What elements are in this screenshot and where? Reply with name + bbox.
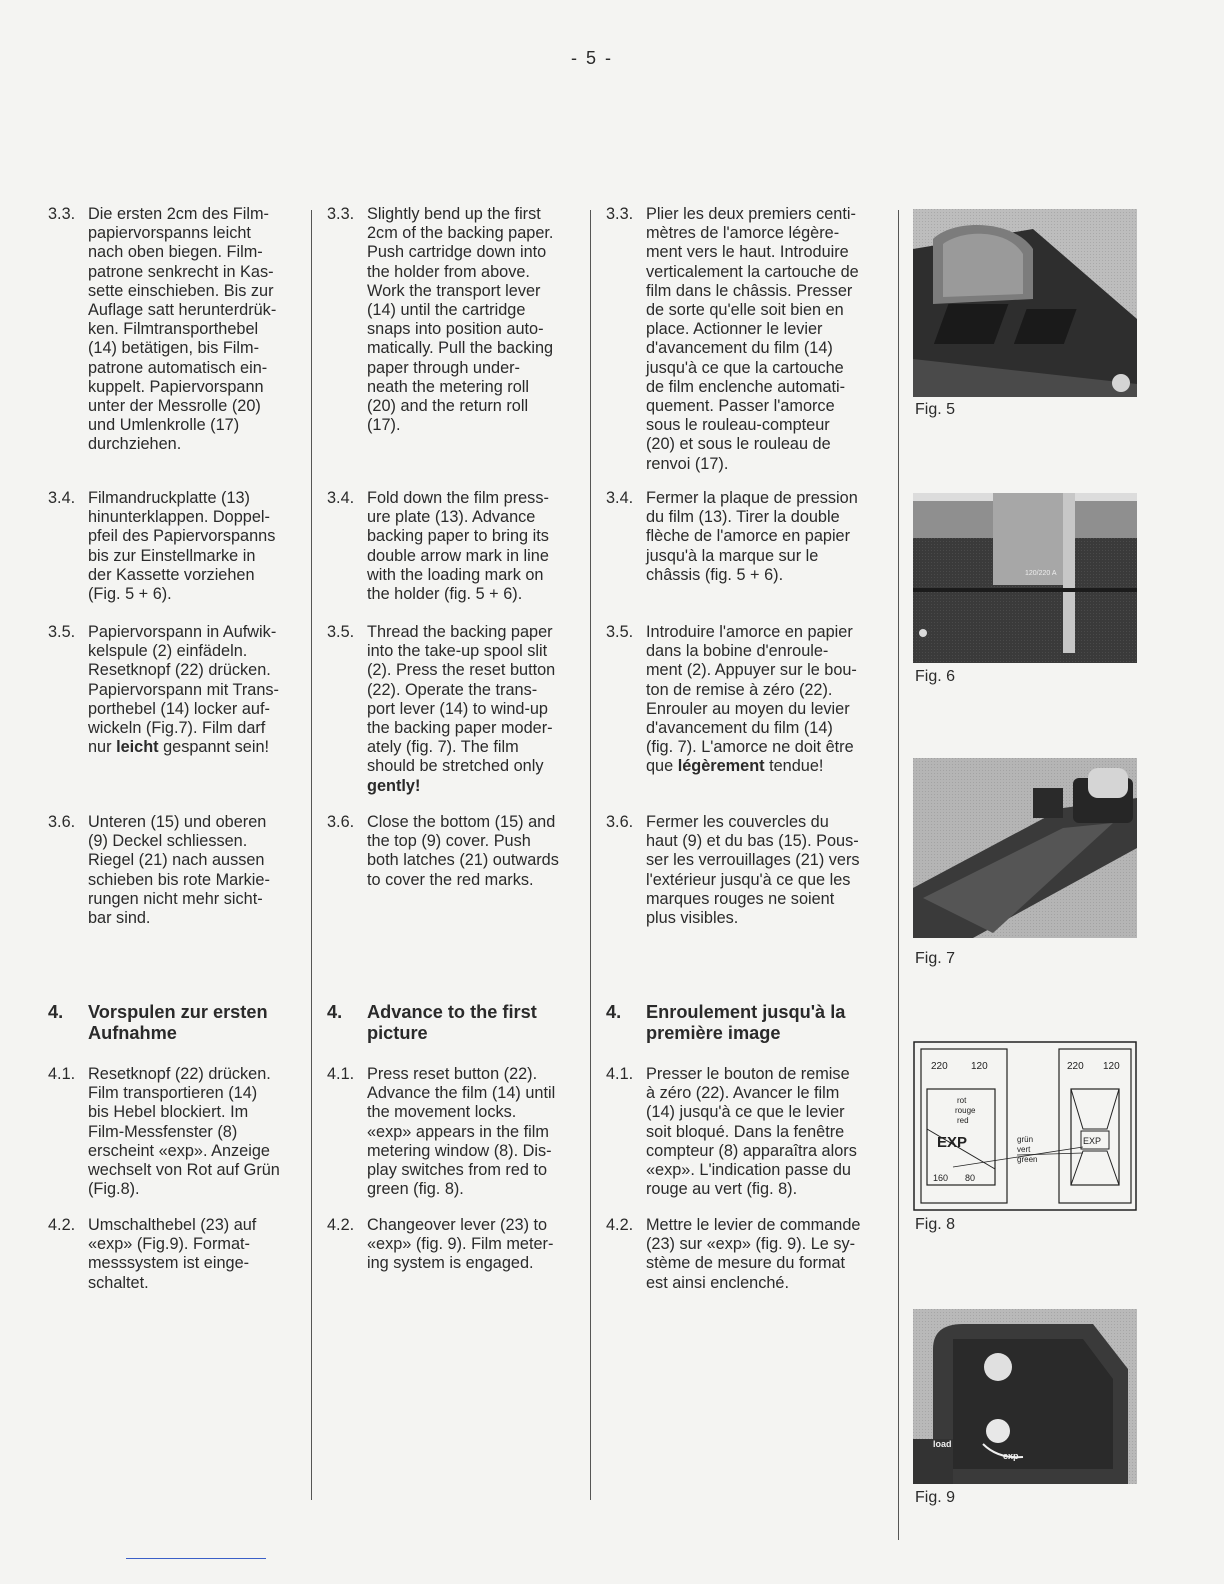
en-section-3-6	[327, 813, 585, 890]
section-text: Slightly bend up the first 2cm of the backing paper. Push cartridge down into the holder from above. Work the transport lever (14) until the cartridge snaps into position auto- matically. Pull the backing paper through under- neath the metering roll (20) and the return roll (17).	[367, 205, 554, 435]
fig8-right-top-a: 220	[1067, 1061, 1084, 1072]
section-number: 3.3.	[327, 205, 355, 223]
text-part: Introduire l'amorce en papier dans la bobine d'enroule- ment (2). Appuyer sur le bou- ton de remise à zéro (22). Enrouler au moyen du levier d'avancement du film (14) (fig. 7). L'amorce ne doit être que	[646, 623, 857, 776]
fr-section-3-3	[606, 205, 896, 474]
fig7-caption: Fig. 7	[915, 950, 956, 967]
section-text: Fold down the film press- ure plate (13). Advance backing paper to bring its double arrow mark in line with the loading mark on the holder (fig. 5 + 6).	[367, 489, 549, 604]
section-number: 4.1.	[327, 1065, 355, 1083]
section-number: 3.4.	[327, 489, 355, 507]
fig6-caption: Fig. 6	[915, 668, 956, 685]
section-text: Plier les deux premiers centi- mètres de l'amorce légère- ment vers le haut. Introduire verticalement la cartouche de film dans le châssis. Presser de sorte qu'elle soit bien en place. Actionner le levier d'avancement du film (14) jusqu'à ce que la cartouche de film enclenche automati- quement. Passer l'amorce sous le rouleau-compteur (20) et sous le rouleau de renvoi (17).	[646, 205, 859, 473]
column-divider	[590, 210, 591, 1500]
section-text: Changeover lever (23) to «exp» (fig. 9). Film meter- ing system is engaged.	[367, 1216, 554, 1273]
de-section-3-3	[48, 205, 306, 455]
de-section-3-5	[48, 623, 306, 757]
fig8-left-top-b: 120	[971, 1061, 988, 1072]
de-heading-4	[48, 1002, 306, 1044]
section-number: 3.6.	[48, 813, 76, 831]
section-text: Close the bottom (15) and the top (9) cover. Push both latches (21) outwards to cover the red marks.	[367, 813, 559, 889]
text-part: tendue!	[764, 757, 824, 776]
section-number: 3.5.	[606, 623, 634, 641]
fig8-red-word-fr: rouge	[955, 1106, 976, 1115]
section-number: 3.6.	[606, 813, 634, 831]
fig5-caption: Fig. 5	[915, 401, 956, 418]
section-number: 3.4.	[606, 489, 634, 507]
en-section-3-3	[327, 205, 585, 435]
fig9-exp-label: exp	[1003, 1451, 1019, 1461]
section-text: Umschalthebel (23) auf «exp» (Fig.9). Format- messsystem ist einge- schaltet.	[88, 1216, 257, 1292]
fig8-green-word-fr: vert	[1017, 1145, 1031, 1154]
fig8-caption: Fig. 8	[915, 1216, 956, 1233]
section-text: Filmandruckplatte (13) hinunterklappen. Doppel- pfeil des Papiervorspanns bis zur Einstellmarke in der Kassette vorziehen (Fig. 5 + 6).	[88, 489, 276, 604]
fig9-caption: Fig. 9	[915, 1489, 956, 1506]
section-number: 3.3.	[48, 205, 76, 223]
fig9-load-label: load	[933, 1439, 952, 1449]
fig8-left-window: EXP	[937, 1134, 968, 1151]
fr-heading-4	[606, 1002, 896, 1044]
section-number: 4.1.	[606, 1065, 634, 1083]
emphasis: légèrement	[677, 757, 765, 776]
fig8-diagram	[913, 1041, 1137, 1211]
column-divider	[898, 210, 899, 1540]
section-text	[367, 623, 585, 796]
heading-text: Enroulement jusqu'à la première image	[646, 1002, 846, 1043]
fr-section-3-5	[606, 623, 896, 777]
text-part: Papiervorspann in Aufwik- kelspule (2) einfädeln. Resetknopf (22) drücken. Papiervorspann mit Trans- porthebel (14) locker auf- wickeln (Fig.7). Film darf nur	[88, 623, 279, 757]
section-number: 4.2.	[327, 1216, 355, 1234]
section-text	[88, 623, 306, 757]
en-heading-4	[327, 1002, 585, 1044]
fr-section-3-6	[606, 813, 896, 928]
fr-section-4-1	[606, 1065, 896, 1199]
fr-section-4-2	[606, 1216, 896, 1293]
section-number: 3.4.	[48, 489, 76, 507]
en-section-4-2	[327, 1216, 585, 1274]
fig8-green-word-en: green	[1017, 1155, 1038, 1164]
text-part: Thread the backing paper into the take-up spool slit (2). Press the reset button (22). Operate the trans- port lever (14) to wind-up the backing paper moder- ately (fig. 7). The film should be stretched only	[367, 623, 556, 776]
fig6-label: 120/220 A	[1025, 570, 1057, 577]
section-number: 4.2.	[606, 1216, 634, 1234]
column-divider	[311, 210, 312, 1500]
fig8-right-window: EXP	[1083, 1136, 1102, 1146]
en-section-3-4	[327, 489, 585, 604]
section-text: Fermer les couvercles du haut (9) et du bas (15). Pous- ser les verrouillages (21) vers l'extérieur jusqu'à ce que les marques rouges ne soient plus visibles.	[646, 813, 860, 928]
section-number: 4.1.	[48, 1065, 76, 1083]
section-number: 3.5.	[327, 623, 355, 641]
section-text: Unteren (15) und oberen (9) Deckel schliessen. Riegel (21) nach aussen schieben bis rote Markie- rungen nicht mehr sicht- bar sind.	[88, 813, 270, 928]
section-text: Press reset button (22). Advance the film (14) until the movement locks. «exp» appears in the film metering window (8). Dis- play switches from red to green (fig. 8).	[367, 1065, 556, 1199]
heading-text: Vorspulen zur ersten Aufnahme	[88, 1002, 268, 1043]
de-section-3-4	[48, 489, 306, 604]
fig7-photo	[913, 758, 1137, 938]
fig6-photo	[913, 493, 1137, 663]
fig8-left-top-a: 220	[931, 1061, 948, 1072]
section-number: 4.2.	[48, 1216, 76, 1234]
fig5-photo	[913, 209, 1137, 397]
emphasis: gently!	[367, 776, 421, 795]
section-number: 3.3.	[606, 205, 634, 223]
page-number: - 5 -	[570, 48, 613, 68]
fig8-left-bottom-b: 80	[965, 1173, 976, 1183]
heading-number: 4.	[48, 1002, 64, 1022]
section-text: Die ersten 2cm des Film- papiervorspanns leicht nach oben biegen. Film- patrone senkrecht in Kas- sette einschieben. Bis zur Auflage satt herunterdrük- ken. Filmtransporthebel (14) betätigen, bis Film- patrone automatisch ein- kuppelt. Papiervorspann unter der Messrolle (20) und Umlenkrolle (17) durchziehen.	[88, 205, 277, 454]
section-text: Presser le bouton de remise à zéro (22). Avancer le film (14) jusqu'à ce que le levier soit bloqué. Dans la fenêtre compteur (8) apparaîtra alors «exp». L'indication passe du rouge au vert (fig. 8).	[646, 1065, 857, 1199]
de-section-4-2	[48, 1216, 306, 1293]
section-text: Fermer la plaque de pression du film (13). Tirer la double flèche de l'amorce en papier jusqu'à la marque sur le châssis (fig. 5 + 6).	[646, 489, 858, 584]
section-number: 3.6.	[327, 813, 355, 831]
section-text: Mettre le levier de commande (23) sur «exp» (fig. 9). Le sy- stème de mesure du format est ainsi enclenché.	[646, 1216, 861, 1292]
fig8-red-word-en: red	[957, 1116, 969, 1125]
fig8-right-top-b: 120	[1103, 1061, 1120, 1072]
bottom-mark-line	[126, 1558, 266, 1559]
fig8-green-word-de: grün	[1017, 1135, 1034, 1144]
fig9-photo	[913, 1309, 1137, 1484]
section-text	[646, 623, 896, 777]
fr-section-3-4	[606, 489, 896, 585]
emphasis: leicht	[116, 738, 159, 757]
de-section-3-6	[48, 813, 306, 928]
fig8-red-word-de: rot	[957, 1096, 967, 1105]
en-section-4-1	[327, 1065, 585, 1199]
text-part: gespannt sein!	[158, 738, 270, 757]
section-text: Resetknopf (22) drücken. Film transportieren (14) bis Hebel blockiert. Im Film-Messfenster (8) erscheint «exp». Anzeige wechselt von Rot auf Grün (Fig.8).	[88, 1065, 280, 1199]
heading-text: Advance to the first picture	[367, 1002, 537, 1043]
heading-number: 4.	[327, 1002, 343, 1022]
section-number: 3.5.	[48, 623, 76, 641]
fig8-left-bottom-a: 160	[933, 1173, 949, 1183]
de-section-4-1	[48, 1065, 306, 1199]
en-section-3-5	[327, 623, 585, 796]
heading-number: 4.	[606, 1002, 622, 1022]
